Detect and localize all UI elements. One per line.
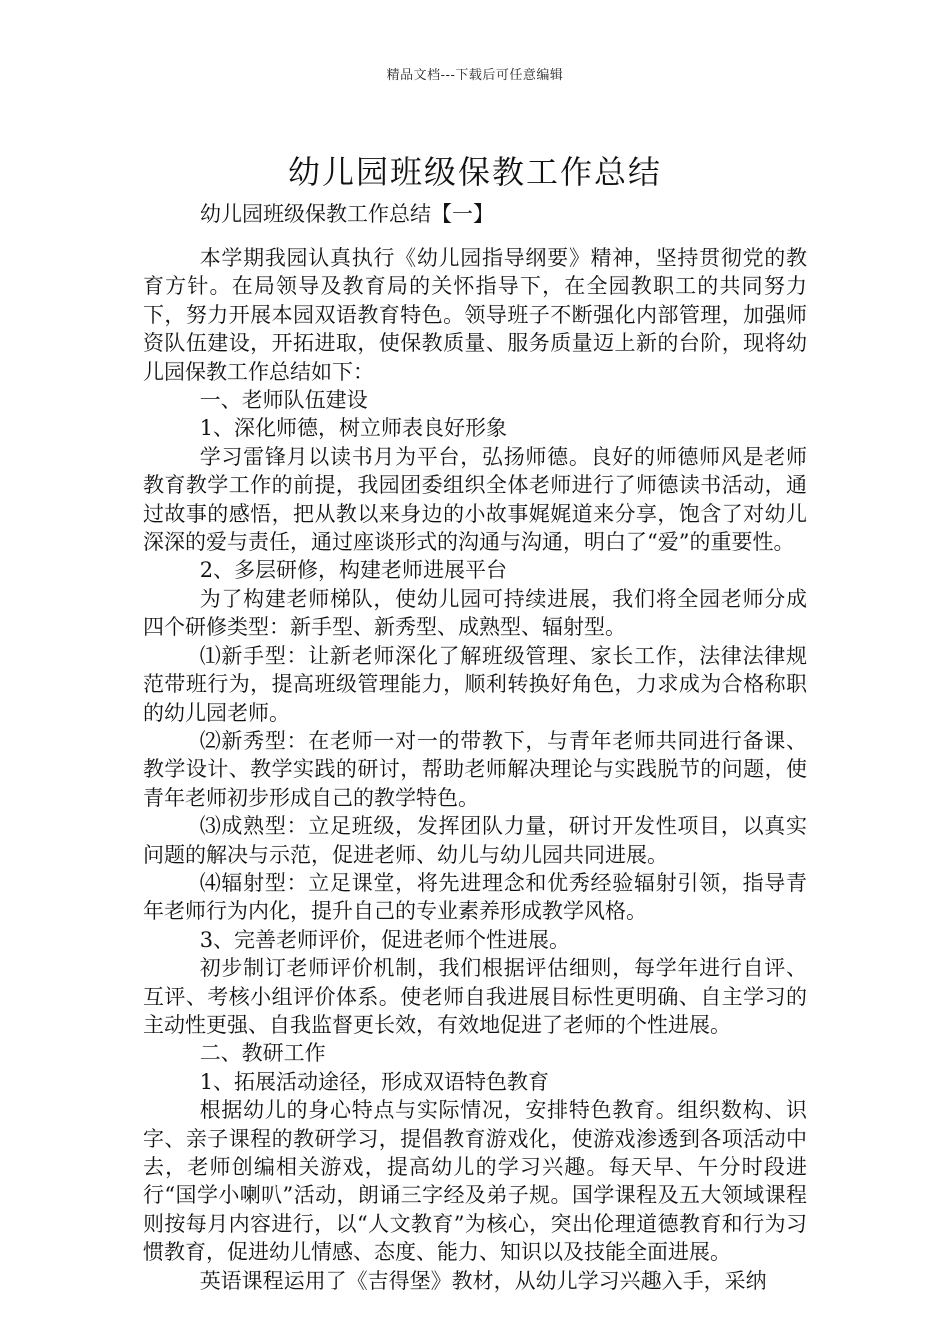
document-title: 幼儿园班级保教工作总结 (287, 153, 662, 192)
list-item: ⑷辐射型：立足课堂，将先进理念和优秀经验辐射引领，指导青年老师行为内化，提升自己的专业素养形成教学风格。 (143, 870, 807, 924)
paragraph: 为了构建老师梯队，使幼儿园可持续进展，我们将全园老师分成四个研修类型：新手型、新秀型、成熟型、辐射型。 (143, 586, 807, 640)
subsection-heading: 2、多层研修，构建老师进展平台 (199, 558, 508, 583)
subsection-heading: 3、完善老师评价，促进老师个性进展。 (199, 927, 571, 952)
paragraph: 初步制订老师评价机制，我们根据评估细则，每学年进行自评、互评、考核小组评价体系。使老师自我进展目标性更明确、自主学习的主动性更强、自我监督更长效，有效地促进了老师的个性进展。 (143, 956, 807, 1037)
list-item: ⑶成熟型：立足班级，发挥团队力量，研讨开发性项目，以真实问题的解决与示范，促进老师、幼儿与幼儿园共同进展。 (143, 814, 807, 867)
section-heading: 一、老师队伍建设 (199, 388, 368, 413)
section-heading: 二、教研工作 (199, 1041, 326, 1066)
list-item: ⑴新手型：让新老师深化了解班级管理、家长工作，法律法律规范带班行为，提高班级管理能力，顺利转换好角色，力求成为合格称职的幼儿园老师。 (143, 643, 807, 725)
paragraph: 本学期我园认真执行《幼儿园指导纲要》精神，坚持贯彻党的教育方针。在局领导及教育局的关怀指导下，在全园教职工的共同努力下，努力开展本园双语教育特色。领导班子不断强化内部管理，加强师资队伍建设，开拓进取，使保教质量、服务质量迈上新的台阶，现将幼儿园保教工作总结如下： (143, 246, 807, 384)
paragraph: 学习雷锋月以读书月为平台，弘扬师德。良好的师德师风是老师教育教学工作的前提，我园团委组织全体老师进行了师德读书活动，通过故事的感悟，把从教以来身边的小故事娓娓道来分享，饱含了对幼儿深深的爱与责任，通过座谈形式的沟通与沟通，明白了“爱”的重要性。 (143, 444, 807, 555)
page-header: 精品文档---下载后可任意编辑 (386, 68, 564, 83)
subsection-heading: 1、深化师德，树立师表良好形象 (199, 416, 508, 441)
paragraph: 根据幼儿的身心特点与实际情况，安排特色教育。组织数构、识字、亲子课程的教研学习，提倡教育游戏化，使游戏渗透到各项活动中去，老师创编相关游戏，提高幼儿的学习兴趣。每天早、午分时段进行“国学小喇叭”活动，朗诵三字经及弟子规。国学课程及五大领域课程则按每月内容进行，以“人文教育”为核心，突出伦理道德教育和行为习惯教育，促进幼儿情感、态度、能力、知识以及技能全面进展。 (143, 1098, 807, 1265)
paragraph: 英语课程运用了《吉得堡》教材，从幼儿学习兴趣入手，采纳 (199, 1268, 767, 1293)
list-item: ⑵新秀型：在老师一对一的带教下，与青年老师共同进行备课、教学设计、教学实践的研讨，帮助老师解决理论与实践脱节的问题，使青年老师初步形成自己的教学特色。 (143, 728, 807, 810)
subsection-heading: 1、拓展活动途径，形成双语特色教育 (199, 1069, 550, 1094)
document-body (143, 244, 807, 1295)
section-subtitle: 幼儿园班级保教工作总结【一】 (200, 202, 494, 226)
